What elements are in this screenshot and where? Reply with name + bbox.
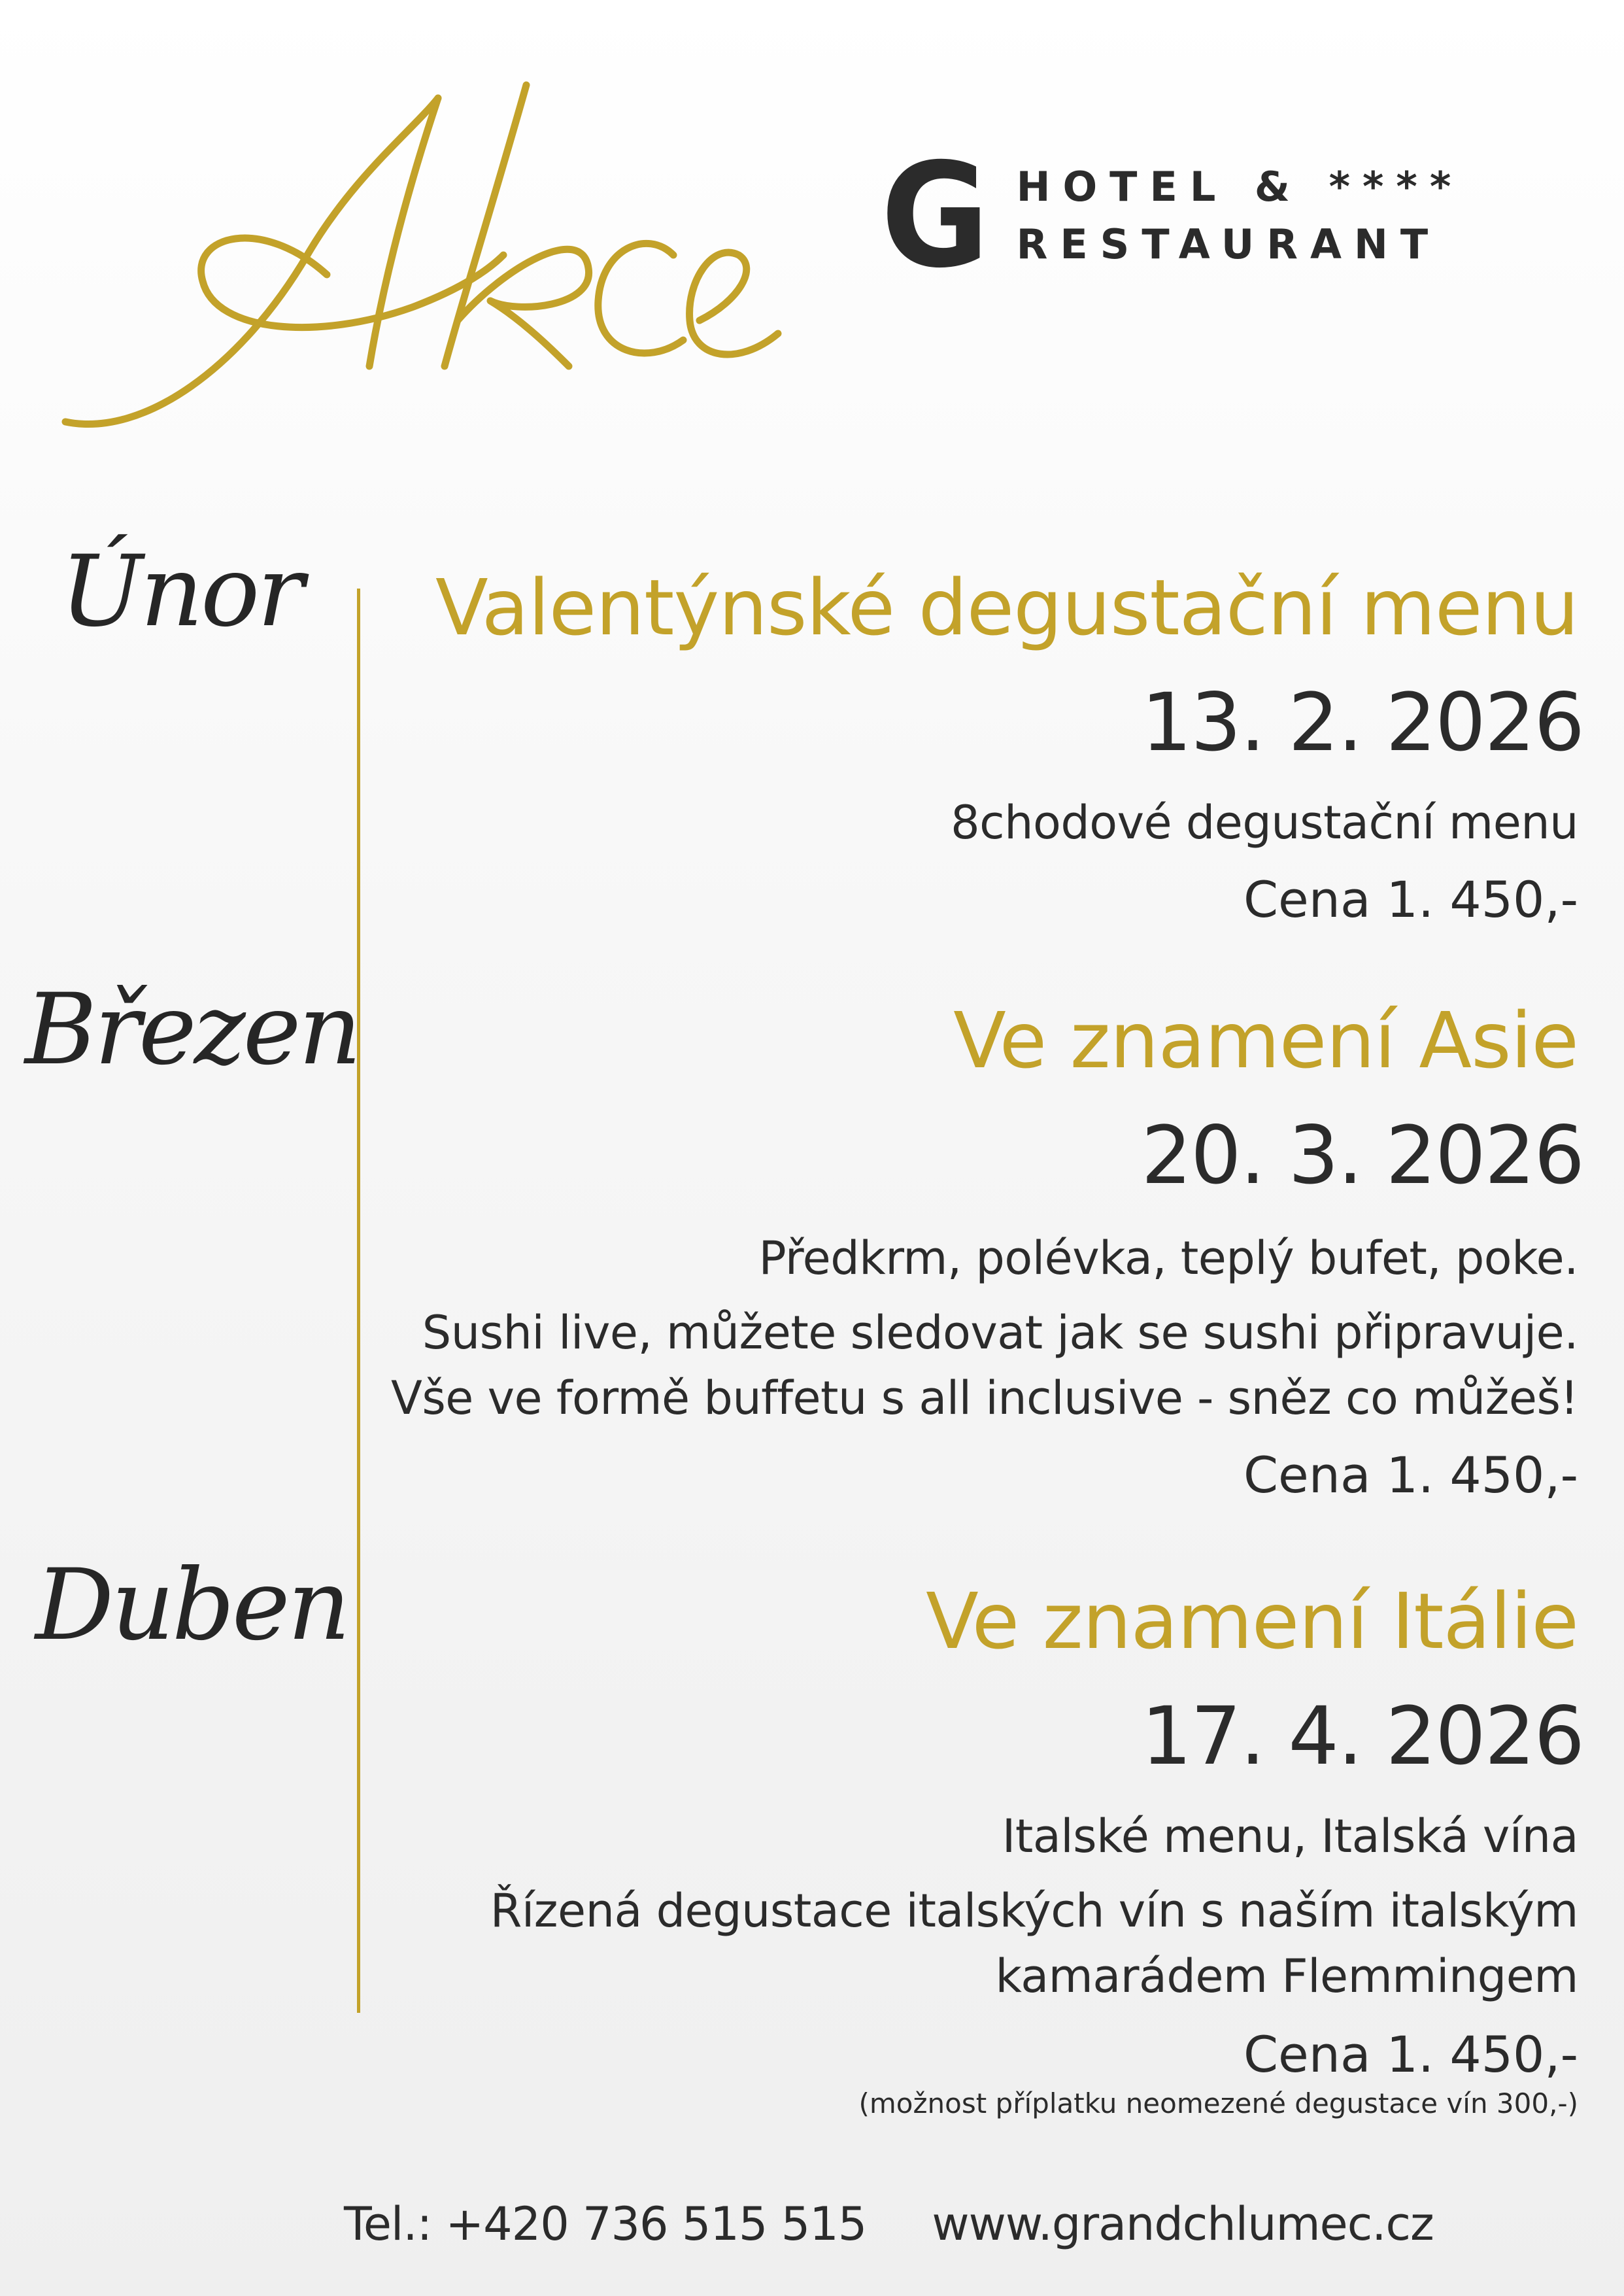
hotel-logo <box>876 132 1464 300</box>
event-asia <box>390 995 1583 1505</box>
event-price: Cena 1. 450,- <box>1243 1446 1578 1505</box>
event-price: Cena 1. 450,- <box>1243 870 1578 929</box>
event-title: Ve znamení Itálie <box>926 1576 1578 1666</box>
event-description-line: Italské menu, Italská vína <box>1002 1809 1578 1863</box>
event-description-line: kamarádem Flemmingem <box>995 1949 1578 2004</box>
month-label-duben: Duben <box>35 1549 348 1662</box>
event-price-note: (možnost příplatku neomezené degustace vín 300,-) <box>858 2087 1578 2120</box>
event-description-line: Vše ve formě buffetu s all inclusive - sněz co můžeš! <box>390 1371 1578 1426</box>
event-italy <box>490 1576 1583 2120</box>
event-description-line: 8chodové degustační menu <box>951 796 1578 849</box>
logo-line-hotel: HOTEL & **** <box>1016 162 1464 211</box>
event-date: 13. 2. 2026 <box>1141 676 1583 769</box>
event-title: Ve znamení Asie <box>953 995 1578 1086</box>
footer-website-link[interactable]: www.grandchlumec.cz <box>932 2197 1434 2251</box>
event-description <box>391 1225 1578 1431</box>
month-label-brezen: Březen <box>25 973 360 1087</box>
event-description-line: Řízená degustace italských vín s naším italským <box>490 1884 1578 1938</box>
event-description-line: Předkrm, polévka, teplý bufet, poke. <box>758 1231 1578 1285</box>
akce-script-lettering <box>46 59 791 451</box>
event-title: Valentýnské degustační menu <box>435 562 1578 653</box>
event-price: Cena 1. 450,- <box>1243 2025 1578 2084</box>
event-date: 20. 3. 2026 <box>1141 1109 1583 1202</box>
logo-letter: G <box>881 132 990 300</box>
event-date: 17. 4. 2026 <box>1141 1690 1583 1783</box>
logo-line-restaurant: RESTAURANT <box>1016 220 1441 268</box>
timeline-divider <box>357 589 360 2013</box>
month-label-unor: Únor <box>60 535 302 649</box>
footer-phone[interactable]: Tel.: +420 736 515 515 <box>344 2197 867 2251</box>
event-description <box>435 790 1578 855</box>
logo-text <box>1017 158 1464 273</box>
event-description <box>490 1804 1578 2009</box>
page-title-akce <box>46 59 791 451</box>
event-description-line: Sushi live, můžete sledovat jak se sushi připravuje. <box>422 1306 1578 1360</box>
footer-contact <box>344 2197 1434 2251</box>
event-valentine <box>435 562 1583 929</box>
